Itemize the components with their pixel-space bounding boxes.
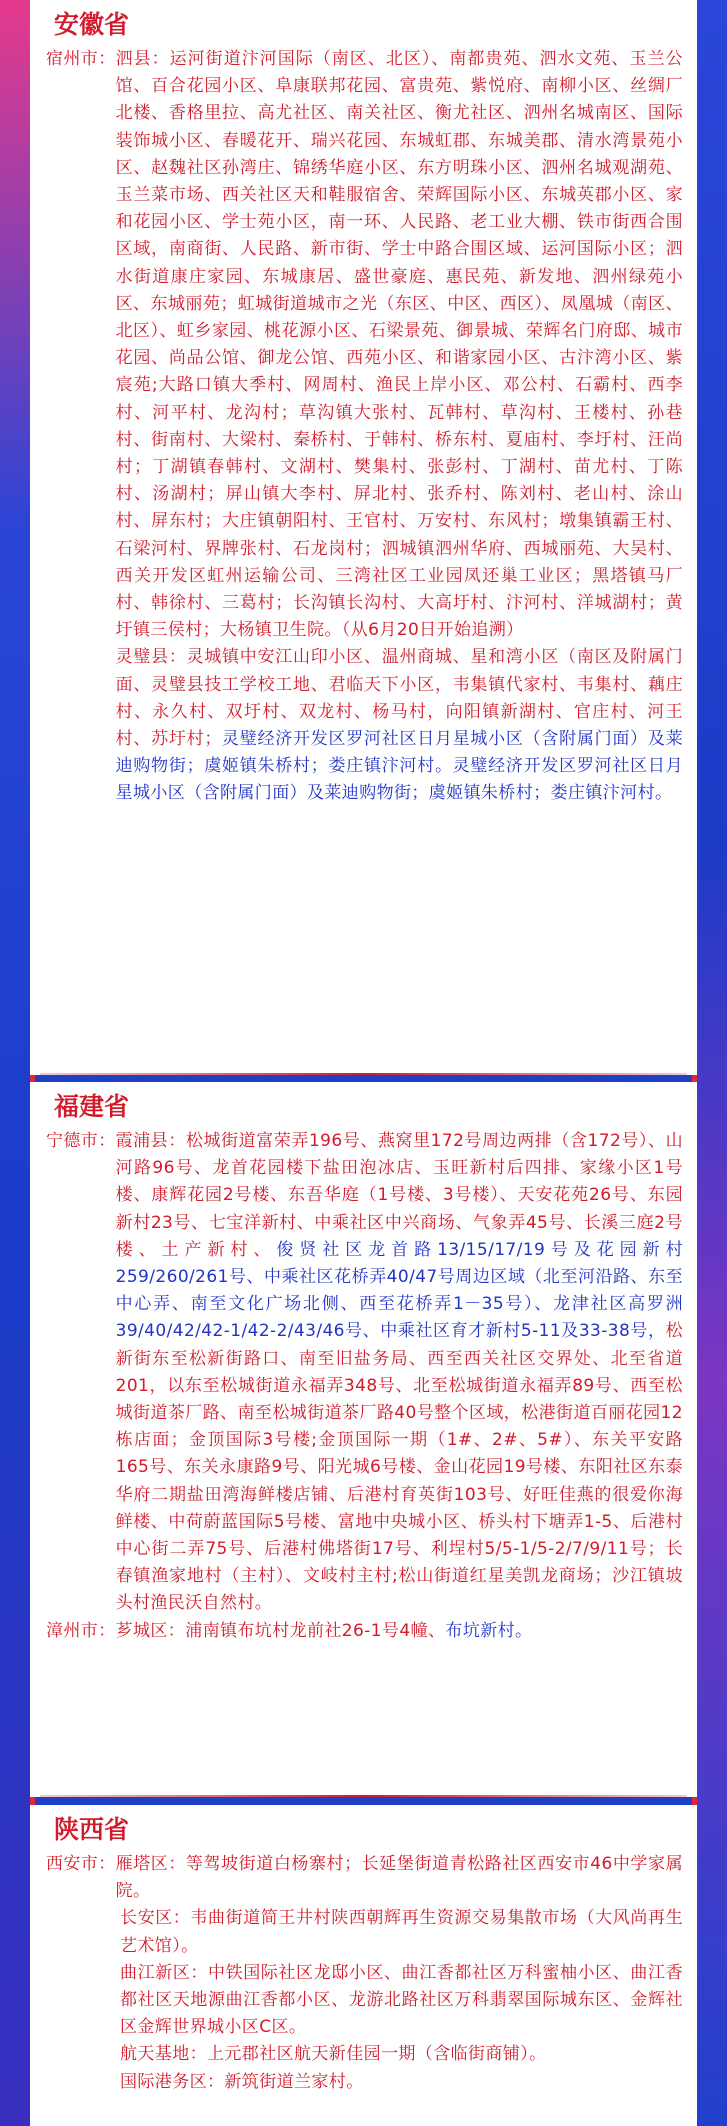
city-entry-xian	[46, 1851, 683, 1905]
xiangcheng-text-blue: 布坑新村。	[445, 1620, 533, 1641]
district-qujiang: 曲江新区：中铁国际社区龙邸小区、曲江香都社区万科蜜柚小区、曲江香都社区天地源曲江香都小区、龙游北路社区万科翡翠国际城东区、金辉社区金辉世界城小区C区。	[120, 1962, 683, 2038]
city-entry-zhangzhou	[46, 1618, 683, 1645]
district-gangwu: 国际港务区：新筑街道兰家村。	[120, 2071, 364, 2092]
city-label-zhangzhou: 漳州市：	[46, 1620, 116, 1641]
anhui-section	[30, 0, 697, 1075]
lingbi-text-blue: 灵璧经济开发区罗河社区日月星城小区（含附属门面）及莱迪购物街；虞姬镇朱桥村；娄庄镇汴河村。灵璧经济开发区罗河社区日月星城小区（含附属门面）及莱迪购物街；虞姬镇朱桥村；娄庄镇汴河村。	[115, 729, 683, 804]
district-hangtian: 航天基地：上元郡社区航天新佳园一期（含临街商铺）。	[120, 2044, 547, 2065]
district-xiangcheng	[116, 1618, 683, 1645]
xiapu-text: 霞浦县：松城街道富荣弄196号、燕窝里172号周边两排（含172号）、山河路96号、龙首花园楼下盐田泡冰店、玉旺新村后四排、家缘小区1号楼、康辉花园2号楼、东吾华庭（1号楼、3号楼）、天安花苑26号、东园新村23号、七宝洋新村、中乘社区中兴商场、气象弄45号、长溪三庭2号楼、土产新村、	[115, 1131, 683, 1260]
xiapu-text-2: 松新街东至松新街路口、南至旧盐务局、西至西关社区交界处、北至省道201，以东至松城街道永福弄348号、北至松城街道永福弄89号、西至松城街道茶厂路、南至松城街道茶厂路40号整个区域，松港街道百丽花园12栋店面；金顶国际3号楼;金顶国际一期（1#、2#、5#）、东关平安路165号、东关永康路9号、阳光城6号楼、金山花园19号楼、东阳社区东泰华府二期盐田湾海鲜楼店铺、后港村育英街103号、好旺佳燕的很爱你海鲜楼、中荷蔚蓝国际5号楼、富地中央城小区、桥头村下塘弄1-5、后港村中心街二弄75号、后港村佛塔街17号、利埕村5/5-1/5-2/7/9/11号；长春镇渔家地村（主村）、文岐村主村;松山街道红星美凯龙商场；沙江镇坡头村渔民沃自然村。	[115, 1321, 683, 1614]
county-sixian: 泗县：运河街道汴河国际（南区、北区）、南都贵苑、泗水文苑、玉兰公馆、百合花园小区、阜康联邦花园、富贵苑、紫悦府、南柳小区、丝绸厂北楼、香格里拉、高尤社区、南关社区、衡尤社区、泗州名城南区、国际装饰城小区、春暖花开、瑞兴花园、东城虹郡、东城美郡、清水湾景苑小区、赵魏社区孙湾庄、锦绣华庭小区、东方明珠小区、泗州名城观湖苑、玉兰菜市场、西关社区天和鞋服宿舍、荣辉国际小区、东城英郡小区、家和花园小区、学士苑小区，南一环、人民路、老工业大棚、铁市街西合围区域，南商街、人民路、新市街、学士中路合围区域、运河国际小区；泗水街道康庄家园、东城康居、盛世豪庭、惠民苑、新发地、泗州绿苑小区、东城丽苑；虹城街道城市之光（东区、中区、西区）、凤凰城（南区、北区）、虹乡家园、桃花源小区、石梁景苑、御景城、荣辉名门府邸、城市花园、尚品公馆、御龙公馆、西苑小区、和谐家园小区、古汴湾小区、紫宸苑;大路口镇大季村、网周村、渔民上岸小区、邓公村、石霸村、西李村、河平村、龙沟村；草沟镇大张村、瓦韩村、草沟村、王楼村、孙巷村、街南村、大梁村、秦桥村、于韩村、桥东村、夏庙村、李圩村、汪尚村；丁湖镇春韩村、文湖村、樊集村、张彭村、丁湖村、苗尤村、丁陈村、汤湖村；屏山镇大李村、屏北村、张乔村、陈刘村、老山村、涂山村、屏东村；大庄镇朝阳村、王官村、万安村、东风村；墩集镇霸王村、石梁河村、界牌张村、石龙岗村；泗城镇泗州华府、西城丽苑、大吴村、西关开发区虹州运输公司、三湾社区工业园凤还巢工业区；黑塔镇马厂村、韩徐村、三葛村；长沟镇长沟村、大高圩村、汴河村、洋城湖村；黄圩镇三侯村；大杨镇卫生院。（从6月20日开始追溯）	[115, 49, 683, 641]
county-lingbi	[116, 644, 683, 807]
province-title-anhui: 安徽省	[54, 10, 130, 39]
district-changan: 长安区：韦曲街道简王井村陕西朝辉再生资源交易集散市场（大风尚再生艺术馆）。	[120, 1908, 683, 1956]
city-label-ningde: 宁德市：	[46, 1131, 116, 1151]
section-divider	[40, 1073, 687, 1075]
district-list-suzhou	[116, 46, 683, 808]
section-divider	[40, 1795, 687, 1797]
xiapu-text-blue: 俊贤社区龙首路13/15/17/19号及花园新村259/260/261号、中乘社区花桥弄40/47号周边区域（北至河沿路、东至中心弄、南至文化广场北侧、西至花桥弄1－35号）、龙津社区高罗洲39/40/42/42-1/42-2/43/46号、中乘社区育才新村5-11及33-38号，	[115, 1239, 683, 1342]
left-background	[0, 0, 30, 2126]
fujian-section	[30, 1082, 697, 1797]
city-entry-suzhou	[46, 46, 683, 808]
xiangcheng-text: 芗城区：浦南镇布坑村龙前社26-1号4幢、	[115, 1620, 446, 1641]
district-yanta: 雁塔区：等驾坡街道白杨寨村；长延堡街道青松路社区西安市46中学家属院。	[115, 1854, 683, 1902]
city-label-suzhou: 宿州市：	[46, 49, 116, 69]
right-background	[697, 0, 727, 2126]
shaanxi-section	[30, 1805, 697, 2126]
province-title-shaanxi: 陕西省	[54, 1815, 130, 1844]
lingbi-text: 灵璧县：灵城镇中安江山印小区、温州商城、星和湾小区（南区及附属门面、灵璧县技工学校工地、君临天下小区，韦集镇代家村、韦集村、藕庄村、永久村、双圩村、双龙村、杨马村，向阳镇新湖村、官庄村、河王村、苏圩村；	[115, 647, 683, 750]
county-xiapu	[116, 1128, 683, 1618]
province-title-fujian: 福建省	[54, 1092, 130, 1121]
city-label-xian: 西安市：	[46, 1854, 116, 1874]
city-entry-ningde	[46, 1128, 683, 1618]
